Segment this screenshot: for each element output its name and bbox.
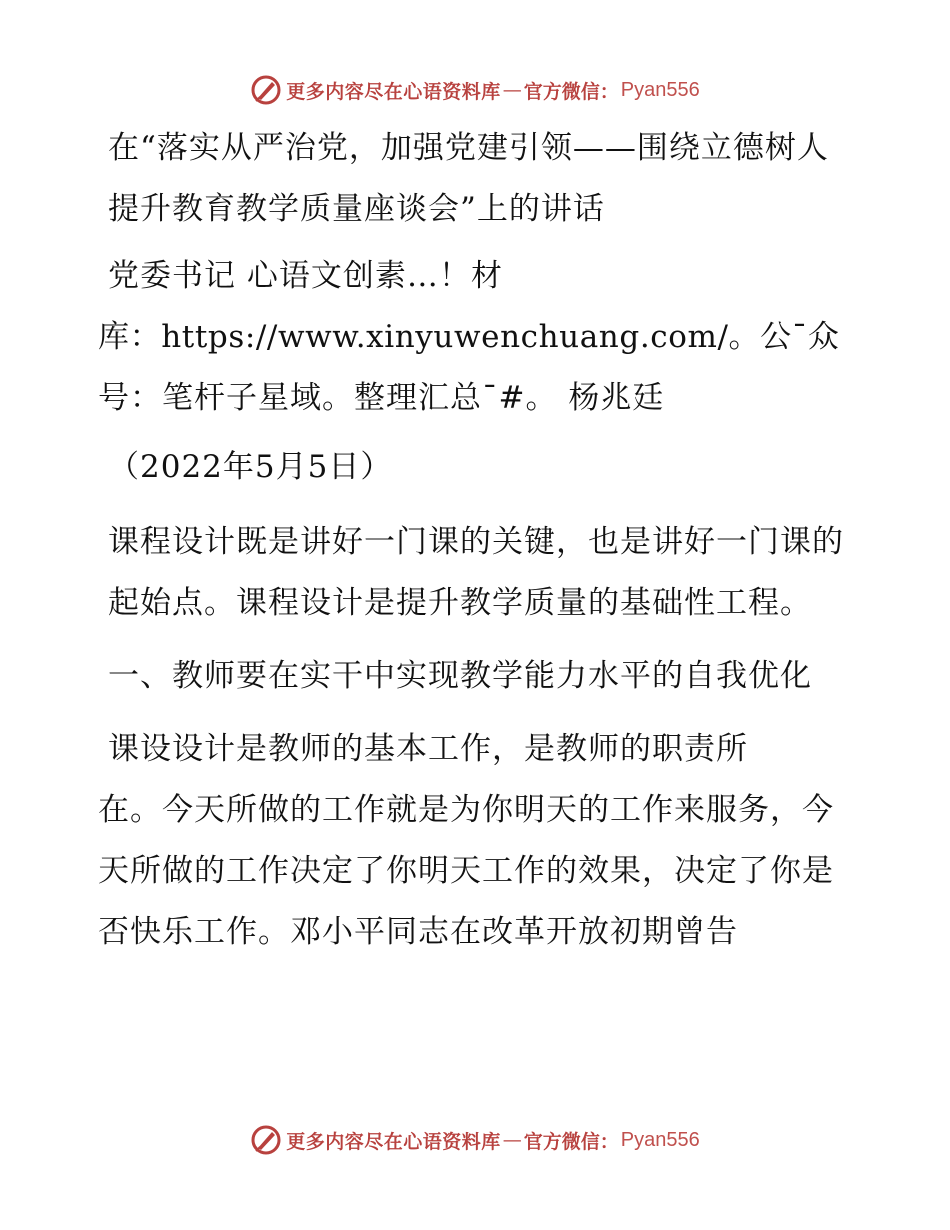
banner-dash: — — [502, 79, 522, 101]
document-title: 在“落实从严治党，加强党建引领——围绕立德树人提升教育教学质量座谈会”上的讲话 — [108, 130, 829, 227]
document-body — [98, 118, 858, 963]
author-line-1: 党委书记 心语文创素…！材 — [108, 258, 503, 294]
banner-text: 更多内容尽在心语资料库 — [286, 1130, 501, 1153]
paragraph-1-line-1: 课设设计是教师的基本工作，是教师的职责所 — [108, 731, 748, 767]
intro-paragraph: 课程设计既是讲好一门课的关键，也是讲好一门课的起始点。课程设计是提升教学质量的基础性工程。 — [108, 524, 844, 621]
quill-logo-icon — [250, 74, 282, 106]
author-line-2: 库：https://www.xinyuwenchuang.com/。公¯众 — [98, 319, 840, 355]
banner-text: 更多内容尽在心语资料库 — [286, 80, 501, 103]
section-heading-1: 一、教师要在实干中实现教学能力水平的自我优化 — [108, 658, 812, 694]
banner-wechat-id: Pyan556 — [620, 1128, 700, 1151]
footer-banner — [0, 1122, 950, 1158]
author-line-3: 号：笔杆子星域。整理汇总¯#。 杨兆廷 — [98, 380, 665, 416]
paragraph-1-body: 在。今天所做的工作就是为你明天的工作来服务，今天所做的工作决定了你明天工作的效果，决定了你是否快乐工作。邓小平同志在改革开放初期曾告 — [98, 792, 834, 950]
banner-wechat-label: 官方微信： — [523, 1130, 619, 1153]
header-banner — [0, 72, 950, 108]
speech-date: （2022年5月5日） — [108, 449, 393, 485]
quill-logo-icon — [250, 1124, 282, 1156]
banner-dash: — — [502, 1129, 522, 1151]
banner-wechat-id: Pyan556 — [620, 78, 700, 101]
banner-wechat-label: 官方微信： — [523, 80, 619, 103]
